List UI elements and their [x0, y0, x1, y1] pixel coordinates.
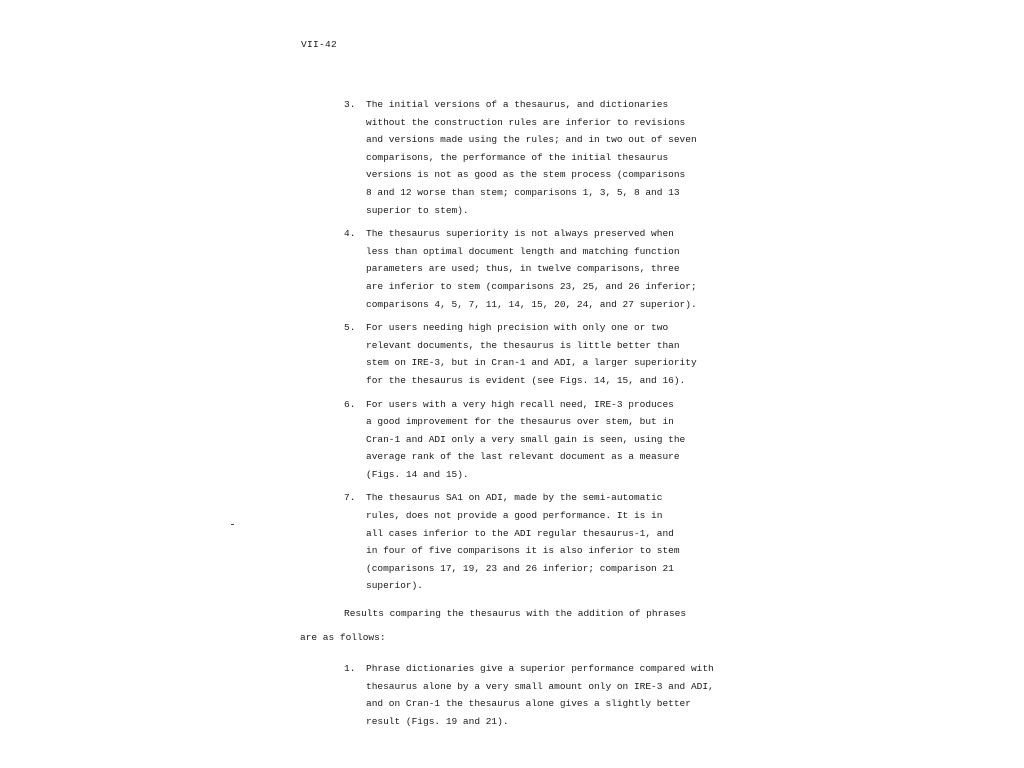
- item-line: (comparisons 17, 19, 23 and 26 inferior; comparison 21: [366, 562, 674, 574]
- phrase-findings-list: [344, 660, 724, 736]
- item-number: 4.: [344, 228, 356, 240]
- item-number: 6.: [344, 398, 356, 410]
- item-line: superior).: [366, 580, 424, 592]
- item-line: in four of five comparisons it is also inferior to stem: [366, 545, 680, 557]
- item-line: For users needing high precision with only one or two: [366, 322, 669, 334]
- item-line: for the thesaurus is evident (see Figs. 14, 15, and 16).: [366, 374, 686, 386]
- margin-mark: [231, 524, 234, 525]
- paragraph-line: are as follows:: [300, 632, 386, 643]
- item-line: all cases inferior to the ADI regular thesaurus-1, and: [366, 527, 674, 539]
- item-number: 3.: [344, 99, 356, 110]
- item-line: average rank of the last relevant document as a measure: [366, 451, 680, 463]
- item-line: without the construction rules are inferior to revisions: [366, 116, 686, 128]
- item-line: (Figs. 14 and 15).: [366, 468, 469, 480]
- item-line: thesaurus alone by a very small amount only on IRE-3 and ADI,: [366, 680, 714, 692]
- item-line: The initial versions of a thesaurus, and dictionaries: [366, 99, 669, 110]
- item-line: relevant documents, the thesaurus is little better than: [366, 339, 680, 351]
- item-line: The thesaurus SA1 on ADI, made by the semi-automatic: [366, 492, 663, 504]
- item-number: 1.: [344, 663, 356, 674]
- list-item: [344, 660, 724, 730]
- item-line: superior to stem).: [366, 204, 469, 216]
- list-item: [344, 396, 724, 484]
- item-line: comparisons 4, 5, 7, 11, 14, 15, 20, 24, and 27 superior).: [366, 298, 697, 310]
- item-line: less than optimal document length and matching function: [366, 245, 680, 257]
- list-item: [344, 225, 724, 313]
- body-paragraph: [300, 602, 720, 650]
- item-line: stem on IRE-3, but in Cran-1 and ADI, a larger superiority: [366, 357, 697, 369]
- item-line: Cran-1 and ADI only a very small gain is seen, using the: [366, 433, 686, 445]
- list-item: [344, 489, 724, 595]
- item-line: are inferior to stem (comparisons 23, 25, and 26 inferior;: [366, 280, 697, 292]
- item-line: rules, does not provide a good performance. It is in: [366, 510, 663, 522]
- item-line: comparisons, the performance of the initial thesaurus: [366, 151, 669, 163]
- paragraph-line: Results comparing the thesaurus with the addition of phrases: [344, 608, 687, 619]
- item-number: 5.: [344, 322, 356, 334]
- item-line: result (Figs. 19 and 21).: [366, 715, 509, 727]
- item-number: 7.: [344, 492, 356, 504]
- item-line: a good improvement for the thesaurus over stem, but in: [366, 416, 674, 428]
- page-number: VII-42: [301, 39, 338, 50]
- item-line: parameters are used; thus, in twelve comparisons, three: [366, 263, 680, 275]
- findings-list: [344, 96, 724, 601]
- item-line: and versions made using the rules; and in two out of seven: [366, 134, 697, 146]
- item-line: The thesaurus superiority is not always preserved when: [366, 228, 674, 240]
- list-item: [344, 319, 724, 389]
- item-line: versions is not as good as the stem process (comparisons: [366, 169, 686, 181]
- item-line: 8 and 12 worse than stem; comparisons 1, 3, 5, 8 and 13: [366, 186, 680, 198]
- item-line: Phrase dictionaries give a superior performance compared with: [366, 663, 714, 674]
- item-line: and on Cran-1 the thesaurus alone gives a slightly better: [366, 698, 691, 710]
- list-item: [344, 96, 724, 219]
- item-line: For users with a very high recall need, IRE-3 produces: [366, 398, 674, 410]
